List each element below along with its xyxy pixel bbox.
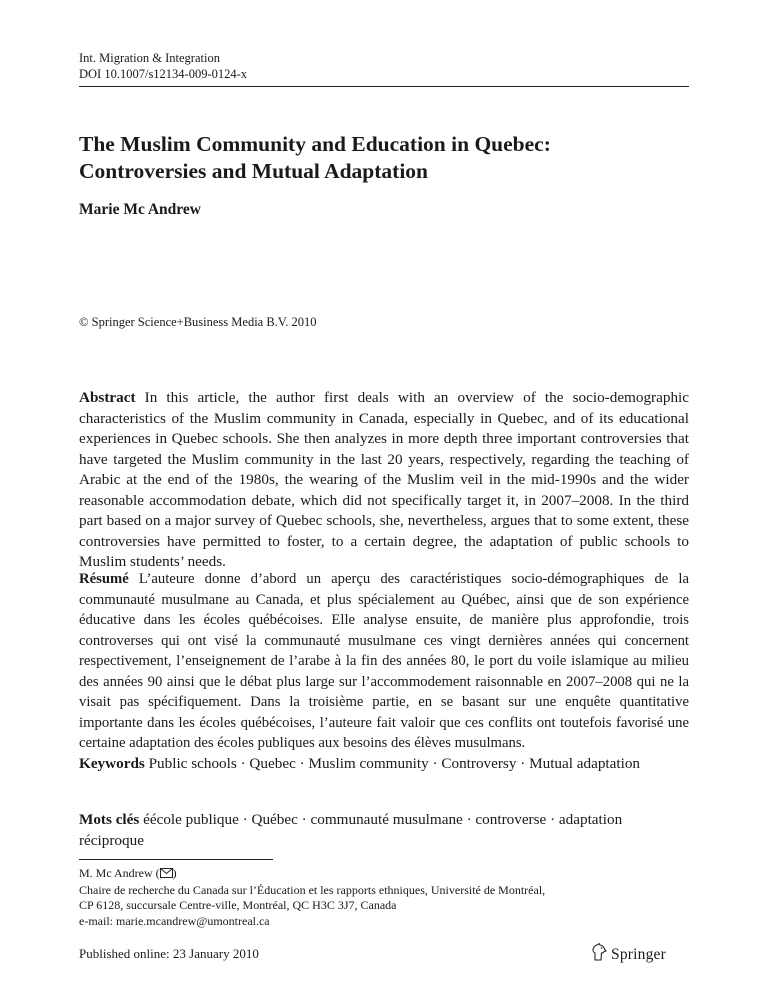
mots-cles-label: Mots clés [79, 811, 140, 828]
abstract-label: Abstract [79, 389, 136, 406]
footnote-email[interactable]: e-mail: marie.mcandrew@umontreal.ca [79, 913, 270, 928]
author-footnote [79, 866, 699, 929]
resume-text: L’auteure donne d’abord un aperçu des caractéristiques socio-démographiques de la communauté musulmane au Canada, et plus spécialement au Québec, ainsi que de son expérience éducative dans les écoles québécoises. Elle analyse ensuite, de manière plus approfondie, trois controverses qui ont visé la communauté musulmane ces vingt dernières années qui concernent respectivement, l’enseignement de l’arabe à la fin des années 80, le port du voile islamique au milieu des années 90 ainsi que le débat plus large sur l’accommodement raisonnable en 2007–2008 qui ne la visait pas spécifiquement. Dans la troisième partie, en se basant sur une enquête quantitative importante dans les écoles québécoises, l’auteure fait valoir que ces conflits ont toutefois favorisé une certaine adaptation des écoles publiques aux besoins des élèves musulmans. [79, 571, 689, 751]
footnote-author: M. Mc Andrew ( [79, 866, 160, 880]
title-line-1: The Muslim Community and Education in Quebec: [79, 132, 551, 156]
copyright-notice: © Springer Science+Business Media B.V. 2010 [79, 315, 317, 329]
springer-horse-icon [591, 943, 607, 966]
article-title [79, 131, 689, 185]
resume-label: Résumé [79, 571, 129, 587]
abstract [79, 388, 689, 573]
keywords-text: Public schools · Quebec · Muslim community · Controversy · Mutual adaptation [148, 755, 641, 772]
title-line-2: Controversies and Mutual Adaptation [79, 159, 429, 183]
resume [79, 569, 689, 754]
doi: DOI 10.1007/s12134-009-0124-x [79, 67, 248, 81]
footnote-author-line [79, 866, 699, 883]
published-date: Published online: 23 January 2010 [79, 946, 259, 961]
header-rule [79, 86, 689, 87]
abstract-text: In this article, the author first deals with an overview of the socio-demographic characteristics of the Muslim community in Canada, especially in Quebec, and of its educational experiences in Quebec schools. She then analyzes in more depth three important controversies that have targeted the Muslim community in the last 20 years, respectively, regarding the teaching of Arabic at the end of the 1980s, the wearing of the Muslim veil in the mid-1990s and the wider reasonable accommodation debate, which did not specifically target it, in 2007–2008. In the third part based on a major survey of Quebec schools, she, nevertheless, argues that to some extent, these controversies have permitted to foster, to a certain degree, the adaptation of public schools to Muslim students’ needs. [79, 389, 690, 570]
journal-name: Int. Migration & Integration [79, 51, 220, 65]
footnote-address: CP 6128, succursale Centre-ville, Montréal, QC H3C 3J7, Canada [79, 898, 397, 912]
mots-cles [79, 810, 689, 851]
running-head [79, 50, 689, 82]
springer-wordmark: Springer [611, 945, 666, 963]
footnote-affiliation: Chaire de recherche du Canada sur l’Éducation et les rapports ethniques, Université de Montréal, [79, 882, 546, 897]
mots-cles-text: éécole publique · Québec · communauté musulmane · controverse · adaptation réciproque [79, 811, 623, 849]
keywords-label: Keywords [79, 755, 145, 772]
footnote-author-close: ) [172, 866, 177, 880]
springer-logo [591, 943, 666, 966]
envelope-icon [160, 867, 173, 883]
author-name: Marie Mc Andrew [79, 201, 201, 218]
keywords [79, 754, 689, 775]
footnote-rule [79, 859, 273, 860]
